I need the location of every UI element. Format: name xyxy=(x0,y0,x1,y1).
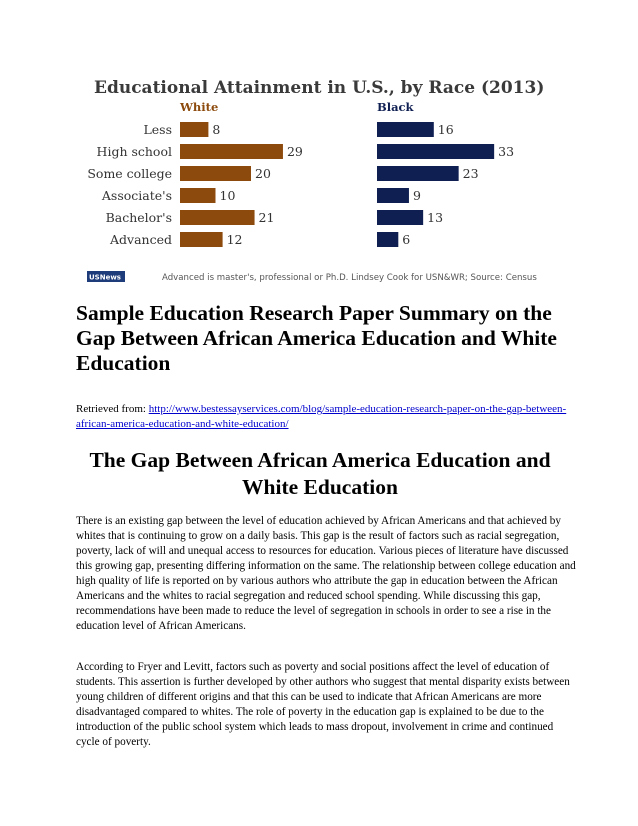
bars-white xyxy=(180,122,303,247)
source-link[interactable]: http://www.bestessayservices.com/blog/sample-education-research-paper-on-the-gap-between-african-america-education-and-white-education/ xyxy=(76,403,567,430)
bar-white xyxy=(180,144,283,159)
value-label: 6 xyxy=(402,232,411,247)
value-label: 21 xyxy=(258,210,275,225)
document-title: Sample Education Research Paper Summary on the Gap Between African America Education and White Education xyxy=(76,301,557,375)
bar-black xyxy=(377,232,398,247)
bar-black xyxy=(377,188,409,203)
value-label: 12 xyxy=(226,232,243,247)
value-label: 16 xyxy=(437,122,454,137)
attainment-chart xyxy=(0,0,638,300)
bar-white xyxy=(180,166,251,181)
chart-footnote: Advanced is master's, professional or Ph.D. Lindsey Cook for USN&WR; Source: Census xyxy=(162,273,537,283)
value-label: 9 xyxy=(412,188,421,203)
logo-text: USNews xyxy=(89,273,121,282)
usnews-logo xyxy=(87,271,125,282)
bar-black xyxy=(377,122,434,137)
value-label: 29 xyxy=(286,144,303,159)
bar-white xyxy=(180,232,223,247)
category-label: Less xyxy=(143,122,172,137)
retrieved-prefix: Retrieved from: xyxy=(76,403,149,415)
paragraph-1: There is an existing gap between the level of education achieved by African Americans and that achieved by whites that is continuing to grow on a daily basis. This gap is the result of factors such as racial segregation, poverty, lack of will and unequal access to resources for education. Various pieces of literature have discussed this growing gap, presenting differing information on the same. The relationship between college education and high quality of life is reported on by various authors who attribute the gap in education between the African Americans and the whites to racial segregation and reduced school spending. While discussing this gap, recommendations have been made to reduce the level of segregation in schools in order to see a rise in the education level of African Americans. xyxy=(76,515,576,632)
bar-white xyxy=(180,122,208,137)
value-label: 33 xyxy=(498,144,515,159)
bar-black xyxy=(377,144,494,159)
section-title: The Gap Between African America Education and White Education xyxy=(89,448,551,499)
category-label: Advanced xyxy=(110,232,172,247)
category-label: High school xyxy=(96,144,172,159)
category-label: Associate's xyxy=(101,188,172,203)
category-label: Bachelor's xyxy=(105,210,172,225)
bar-white xyxy=(180,188,216,203)
series-label-black: Black xyxy=(377,100,414,114)
category-label: Some college xyxy=(87,166,172,181)
value-label: 8 xyxy=(212,122,221,137)
series-label-white: White xyxy=(180,100,219,114)
bar-black xyxy=(377,166,459,181)
value-label: 13 xyxy=(427,210,444,225)
retrieved-from xyxy=(76,402,576,431)
chart-title: Educational Attainment in U.S., by Race (2013) xyxy=(94,78,545,98)
bars-black xyxy=(377,122,514,247)
value-label: 20 xyxy=(255,166,271,181)
bar-white xyxy=(180,210,255,225)
bar-black xyxy=(377,210,423,225)
category-labels xyxy=(87,122,172,247)
value-label: 10 xyxy=(219,188,236,203)
value-label: 23 xyxy=(462,166,479,181)
paragraph-2: According to Fryer and Levitt, factors such as poverty and social positions affect the level of education of students. This assertion is further developed by other authors who suggest that mental disparity exists between young children of different origins and that this can be used to indicate that African Americans are more disadvantaged compared to whites. The role of poverty in the education gap is explained to be due to the introduction of the public school system which leads to mass dropout, involvement in crime and continued cycle of poverty. xyxy=(76,661,570,748)
